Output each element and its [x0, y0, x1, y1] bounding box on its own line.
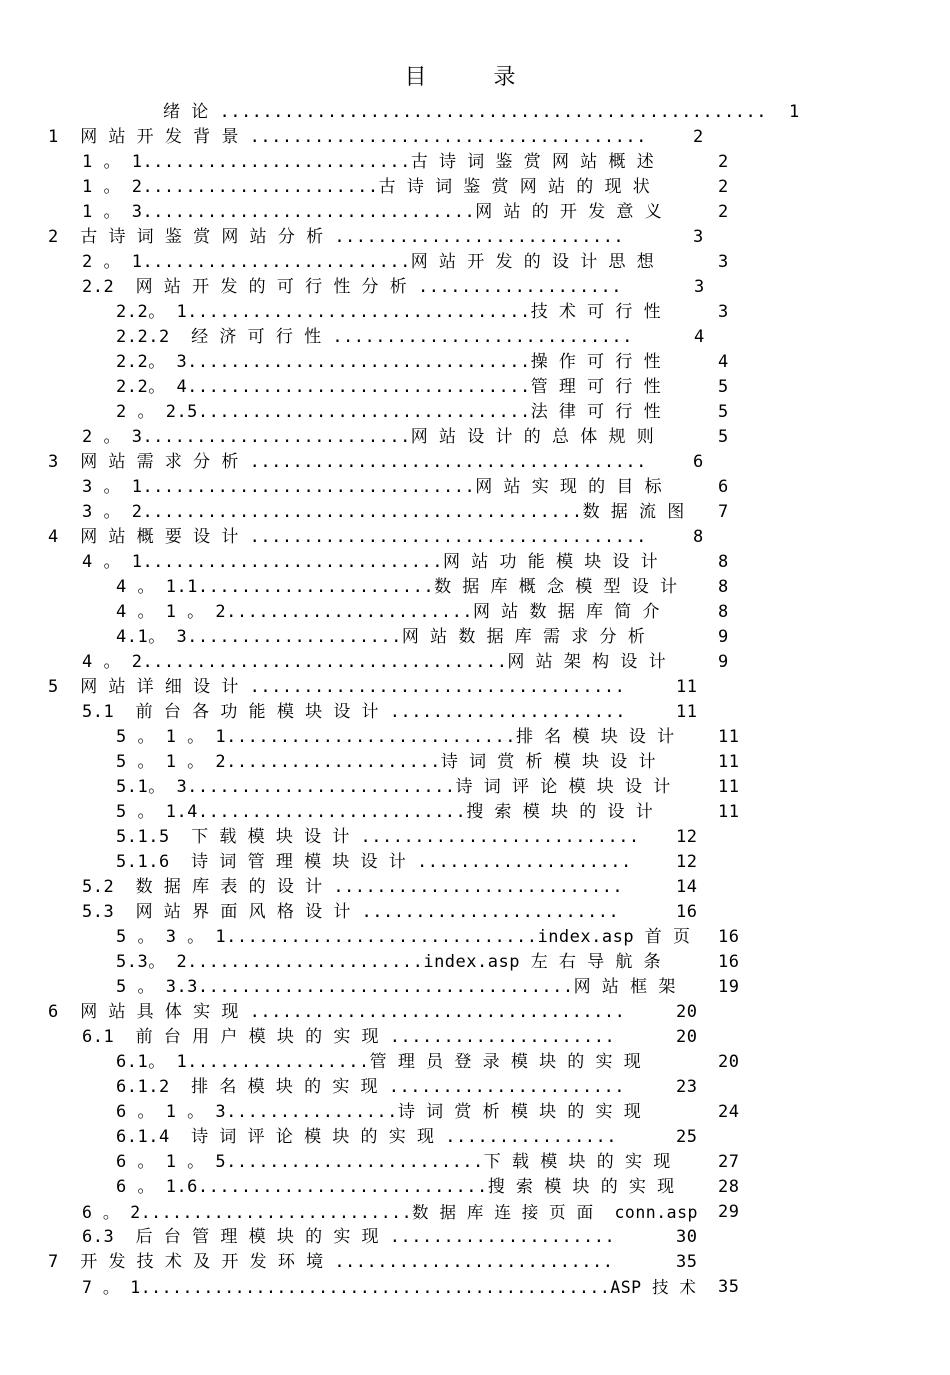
toc-entry	[48, 225, 718, 250]
toc-entry-text: 1 。 1.........................古 诗 词 鉴 赏 网 站 概 述	[82, 152, 655, 172]
toc-entry-page: 11	[676, 677, 698, 697]
toc-entry-text: 5 。 1 。 1...........................排 名 模 块 设 计	[116, 727, 675, 747]
toc-entry	[116, 800, 742, 825]
toc-entry-page: 35	[676, 1252, 698, 1272]
toc-entry	[116, 725, 742, 750]
toc-entry-text: 7 。 1.............................................ASP 技 术	[82, 1278, 697, 1297]
toc-entry	[82, 900, 728, 925]
toc-entry-page: 8	[718, 577, 729, 597]
toc-entry-text: 6.1.4 诗 词 评 论 模 块 的 实 现 ................	[116, 1127, 618, 1147]
toc-entry-page: 11	[718, 752, 740, 772]
toc-entry	[116, 1175, 742, 1200]
toc-entry-text: 2 。 1.........................网 站 开 发 的 设 计 思 想	[82, 252, 655, 272]
toc-entry	[82, 275, 722, 300]
toc-entry-page: 20	[676, 1002, 698, 1022]
toc-entry	[82, 475, 742, 500]
toc-entry	[48, 675, 728, 700]
toc-entry-text: 3 。 1...............................网 站 实 现 的 目 标	[82, 477, 663, 497]
toc-entry-page: 29	[718, 1202, 740, 1222]
toc-entry-text: 6.1。 1.................管 理 员 登 录 模 块 的 实 现	[116, 1052, 642, 1072]
toc-entry-page: 12	[676, 827, 698, 847]
toc-entry-text: 7 开 发 技 术 及 开 发 环 境 ..........................	[48, 1252, 614, 1272]
toc-entry	[82, 700, 728, 725]
toc-entry-text: 5 。 1.4.........................搜 索 模 块 的 设 计	[116, 802, 654, 822]
toc-entry	[116, 1050, 742, 1075]
toc-entry	[116, 625, 742, 650]
toc-entry-page: 6	[693, 452, 704, 472]
toc-entry-page: 9	[718, 627, 729, 647]
toc-entry-text: 5.1.6 诗 词 管 理 模 块 设 计 ....................	[116, 852, 632, 872]
toc-entry-text: 6.3 后 台 管 理 模 块 的 实 现 .....................	[82, 1227, 616, 1247]
toc-entry	[82, 1225, 728, 1250]
toc-entry-page: 11	[718, 802, 740, 822]
toc-entry-page: 9	[718, 652, 729, 672]
toc-entry-text: 6 。 2..........................数 据 库 连 接 页 面 conn.asp	[82, 1203, 698, 1222]
toc-entry	[116, 600, 742, 625]
toc-entry	[163, 100, 803, 125]
toc-entry-text: 6 。 1 。 5........................下 载 模 块 的 实 现	[116, 1152, 671, 1172]
toc-entry-page: 3	[718, 252, 729, 272]
toc-entry-text: 1 。 3...............................网 站 的 开 发 意 义	[82, 202, 663, 222]
toc-entry	[116, 925, 742, 950]
toc-entry	[48, 525, 718, 550]
toc-entry	[116, 300, 742, 325]
toc-entry-text: 6.1 前 台 用 户 模 块 的 实 现 .....................	[82, 1027, 616, 1047]
toc-entry-page: 20	[676, 1027, 698, 1047]
toc-entry-page: 25	[676, 1127, 698, 1147]
toc-entry-text: 5.1 前 台 各 功 能 模 块 设 计 ......................	[82, 702, 626, 722]
toc-entry-text: 4 。 1............................网 站 功 能 模 块 设 计	[82, 552, 659, 572]
toc-entry	[82, 875, 728, 900]
toc-entry-page: 3	[693, 227, 704, 247]
toc-entry-page: 2	[718, 177, 729, 197]
toc-entry-text: 5.3。 2......................index.asp 左 右 导 航 条	[116, 952, 662, 972]
toc-entry	[116, 825, 728, 850]
toc-entry-page: 5	[718, 377, 729, 397]
toc-entry-page: 35	[718, 1277, 740, 1297]
page-title: 目 录	[404, 65, 546, 90]
toc-entry	[116, 400, 742, 425]
toc-entry-page: 14	[676, 877, 698, 897]
toc-entry-page: 3	[718, 302, 729, 322]
toc-entry-text: 5 。 1 。 2....................诗 词 赏 析 模 块 设 计	[116, 752, 656, 772]
toc-entry-text: 5 网 站 详 细 设 计 ...................................	[48, 677, 626, 697]
toc-entry-page: 20	[718, 1052, 740, 1072]
toc-entry	[116, 1100, 742, 1125]
toc-entry	[48, 1000, 728, 1025]
toc-entry-page: 2	[718, 152, 729, 172]
toc-entry-text: 6 。 1 。 3................诗 词 赏 析 模 块 的 实 现	[116, 1102, 642, 1122]
toc-entry	[116, 750, 742, 775]
toc-entry-text: 1 。 2......................古 诗 词 鉴 赏 网 站 的 现 状	[82, 177, 651, 197]
toc-entry-page: 27	[718, 1152, 740, 1172]
toc-entry-text: 2 。 2.5...............................法 律 可 行 性	[116, 402, 662, 422]
toc-entry-page: 11	[718, 727, 740, 747]
toc-entry-page: 16	[718, 952, 740, 972]
toc-entry-page: 4	[694, 327, 705, 347]
toc-entry-page: 6	[718, 477, 729, 497]
toc-entry	[82, 175, 742, 200]
toc-entry-text: 2.2.2 经 济 可 行 性 ............................	[116, 327, 633, 347]
toc-entry-text: 5.1.5 下 载 模 块 设 计 ..........................	[116, 827, 640, 847]
toc-entry-text: 5 。 3.3...................................网 站 框 架	[116, 977, 676, 997]
toc-entry-text: 4 。 1.1......................数 据 库 概 念 模 型 设 计	[116, 577, 678, 597]
toc-entry	[116, 350, 742, 375]
toc-entry-page: 19	[718, 977, 740, 997]
toc-entry-text: 5.2 数 据 库 表 的 设 计 ...........................	[82, 877, 624, 897]
toc-entry-page: 1	[789, 102, 800, 122]
toc-entry-text: 2.2 网 站 开 发 的 可 行 性 分 析 ...................	[82, 277, 622, 297]
toc-entry-page: 8	[718, 602, 729, 622]
toc-entry-text: 4 。 2..................................网 站 架 构 设 计	[82, 652, 667, 672]
toc-entry	[82, 1200, 742, 1225]
toc-entry-page: 23	[676, 1077, 698, 1097]
toc-entry	[82, 1275, 742, 1300]
toc-entry-page: 12	[676, 852, 698, 872]
toc-entry-text: 4 。 1 。 2.......................网 站 数 据 库 简 介	[116, 602, 660, 622]
toc-entry	[116, 850, 728, 875]
toc-entry	[48, 1250, 728, 1275]
toc-entry-page: 2	[693, 127, 704, 147]
toc-entry-text: 3 。 2.........................................数 据 流 图	[82, 502, 685, 522]
toc-entry	[48, 125, 718, 150]
toc-entry-page: 28	[718, 1177, 740, 1197]
toc-entry	[116, 375, 742, 400]
toc-entry	[82, 150, 742, 175]
toc-entry-page: 8	[718, 552, 729, 572]
toc-entry-text: 1 网 站 开 发 背 景 .....................................	[48, 127, 647, 147]
toc-entry-text: 5.1。 3.........................诗 词 评 论 模 块 设 计	[116, 777, 671, 797]
toc-entry	[82, 200, 742, 225]
toc-entry-text: 6.1.2 排 名 模 块 的 实 现 ......................	[116, 1077, 625, 1097]
toc-entry-page: 8	[693, 527, 704, 547]
toc-entry-page: 3	[694, 277, 705, 297]
toc-entry-text: 绪 论 ...................................................	[163, 102, 767, 122]
toc-entry-page: 24	[718, 1102, 740, 1122]
toc-entry-text: 6 网 站 具 体 实 现 ...................................	[48, 1002, 626, 1022]
toc-entry-page: 5	[718, 402, 729, 422]
toc-entry-text: 3 网 站 需 求 分 析 .....................................	[48, 452, 647, 472]
toc-entry-text: 2.2。 3................................操 作 可 行 性	[116, 352, 662, 372]
toc-entry-page: 16	[718, 927, 740, 947]
toc-entry-text: 2 。 3.........................网 站 设 计 的 总 体 规 则	[82, 427, 655, 447]
toc-entry-page: 11	[718, 777, 740, 797]
toc-entry	[116, 1075, 728, 1100]
toc-entry	[116, 950, 742, 975]
toc-entry-page: 5	[718, 427, 729, 447]
toc-entry-text: 2 古 诗 词 鉴 赏 网 站 分 析 ...........................	[48, 227, 625, 247]
toc-entry-page: 30	[676, 1227, 698, 1247]
toc-entry-text: 2.2。 1................................技 术 可 行 性	[116, 302, 662, 322]
toc-entry-text: 5.3 网 站 界 面 风 格 设 计 ........................	[82, 902, 620, 922]
toc-entry	[82, 250, 742, 275]
toc-entry-page: 7	[718, 502, 729, 522]
toc-entry	[82, 425, 742, 450]
toc-entry-text: 6 。 1.6...........................搜 索 模 块 的 实 现	[116, 1177, 675, 1197]
toc-entry	[116, 1150, 742, 1175]
toc-entry-page: 2	[718, 202, 729, 222]
toc-entry-page: 4	[718, 352, 729, 372]
toc-entry	[116, 1125, 728, 1150]
toc-entry	[82, 1025, 728, 1050]
toc-entry	[82, 500, 742, 525]
toc-entry	[116, 575, 742, 600]
toc-entry-text: 2.2。 4................................管 理 可 行 性	[116, 377, 662, 397]
toc-entry	[82, 550, 742, 575]
toc-entry	[48, 450, 718, 475]
toc-entry	[82, 650, 742, 675]
toc-entry-page: 11	[676, 702, 698, 722]
toc-entry-text: 5 。 3 。 1.............................index.asp 首 页	[116, 927, 691, 947]
toc-entry	[116, 325, 716, 350]
toc-entry	[116, 775, 742, 800]
toc-entry	[116, 975, 742, 1000]
toc-entry-text: 4.1。 3....................网 站 数 据 库 需 求 分 析	[116, 627, 646, 647]
toc-entry-text: 4 网 站 概 要 设 计 .....................................	[48, 527, 647, 547]
toc-entry-page: 16	[676, 902, 698, 922]
